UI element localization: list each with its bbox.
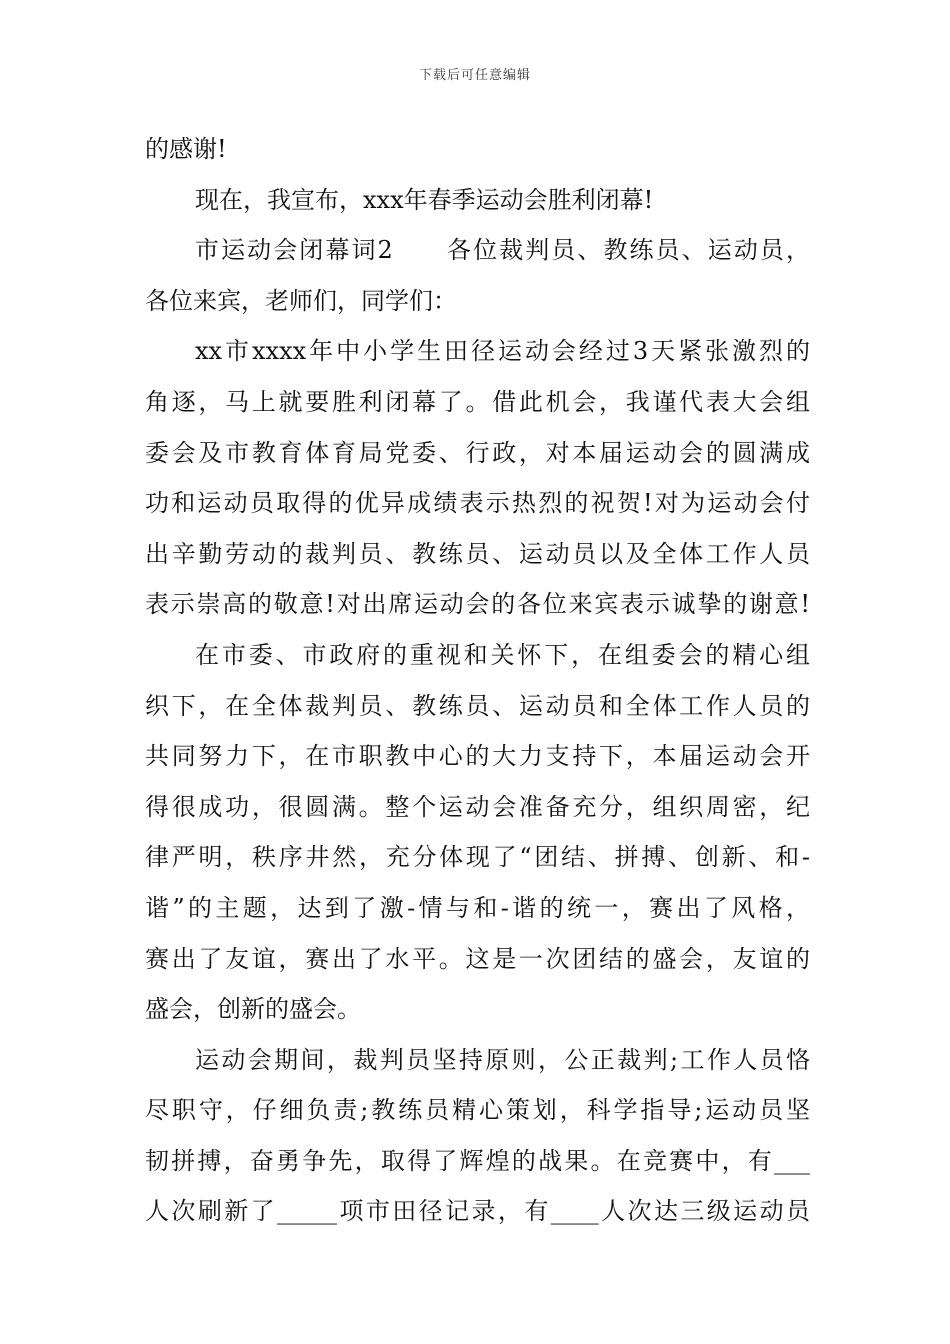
text-line: 运动会期间，裁判员坚持原则，公正裁判;工作人员恪	[195, 1045, 810, 1074]
text-line: 功和运动员取得的优异成绩表示热烈的祝贺!对为运动会付	[145, 489, 810, 518]
text-line: 现在，我宣布，xxx年春季运动会胜利闭幕!	[195, 185, 654, 214]
page-header: 下载后可任意编辑	[418, 68, 531, 83]
text-line: 尽职守，仔细负责;教练员精心策划，科学指导;运动员坚	[145, 1096, 810, 1125]
text-line: 韧拼搏，奋勇争先，取得了辉煌的战果。在竞赛中，有___	[145, 1146, 810, 1175]
text-line: 共同努力下，在市职教中心的大力支持下，本届运动会开	[145, 742, 810, 771]
text-line: 人次刷新了_____项市田径记录，有____人次达三级运动员	[145, 1197, 810, 1226]
text-line: 委会及市教育体育局党委、行政，对本届运动会的圆满成	[145, 438, 810, 467]
text-line: 表示崇高的敬意!对出席运动会的各位来宾表示诚挚的谢意!	[145, 590, 810, 619]
text-line: 得很成功，很圆满。整个运动会准备充分，组织周密，纪	[145, 792, 810, 821]
text-line: 角逐，马上就要胜利闭幕了。借此机会，我谨代表大会组	[145, 387, 810, 416]
text-line: 各位来宾，老师们，同学们：	[145, 286, 457, 315]
text-line: 律严明，秩序井然，充分体现了“团结、拼搏、创新、和-	[145, 843, 810, 872]
text-line: 的感谢!	[145, 135, 227, 163]
text-line: 盛会，创新的盛会。	[145, 995, 361, 1024]
text-line: 出辛勤劳动的裁判员、教练员、运动员以及全体工作人员	[145, 539, 810, 568]
text-line: xx市xxxx年中小学生田径运动会经过3天紧张激烈的	[195, 337, 810, 366]
text-line: 谐”的主题，达到了激-情与和-谐的统一，赛出了风格，	[145, 893, 810, 922]
text-line: 市运动会闭幕词2 各位裁判员、教练员、运动员，	[195, 236, 810, 265]
text-line: 织下，在全体裁判员、教练员、运动员和全体工作人员的	[145, 691, 810, 720]
text-line: 在市委、市政府的重视和关怀下，在组委会的精心组	[195, 640, 810, 669]
text-line: 赛出了友谊，赛出了水平。这是一次团结的盛会，友谊的	[145, 944, 810, 973]
document-body	[145, 124, 810, 1237]
